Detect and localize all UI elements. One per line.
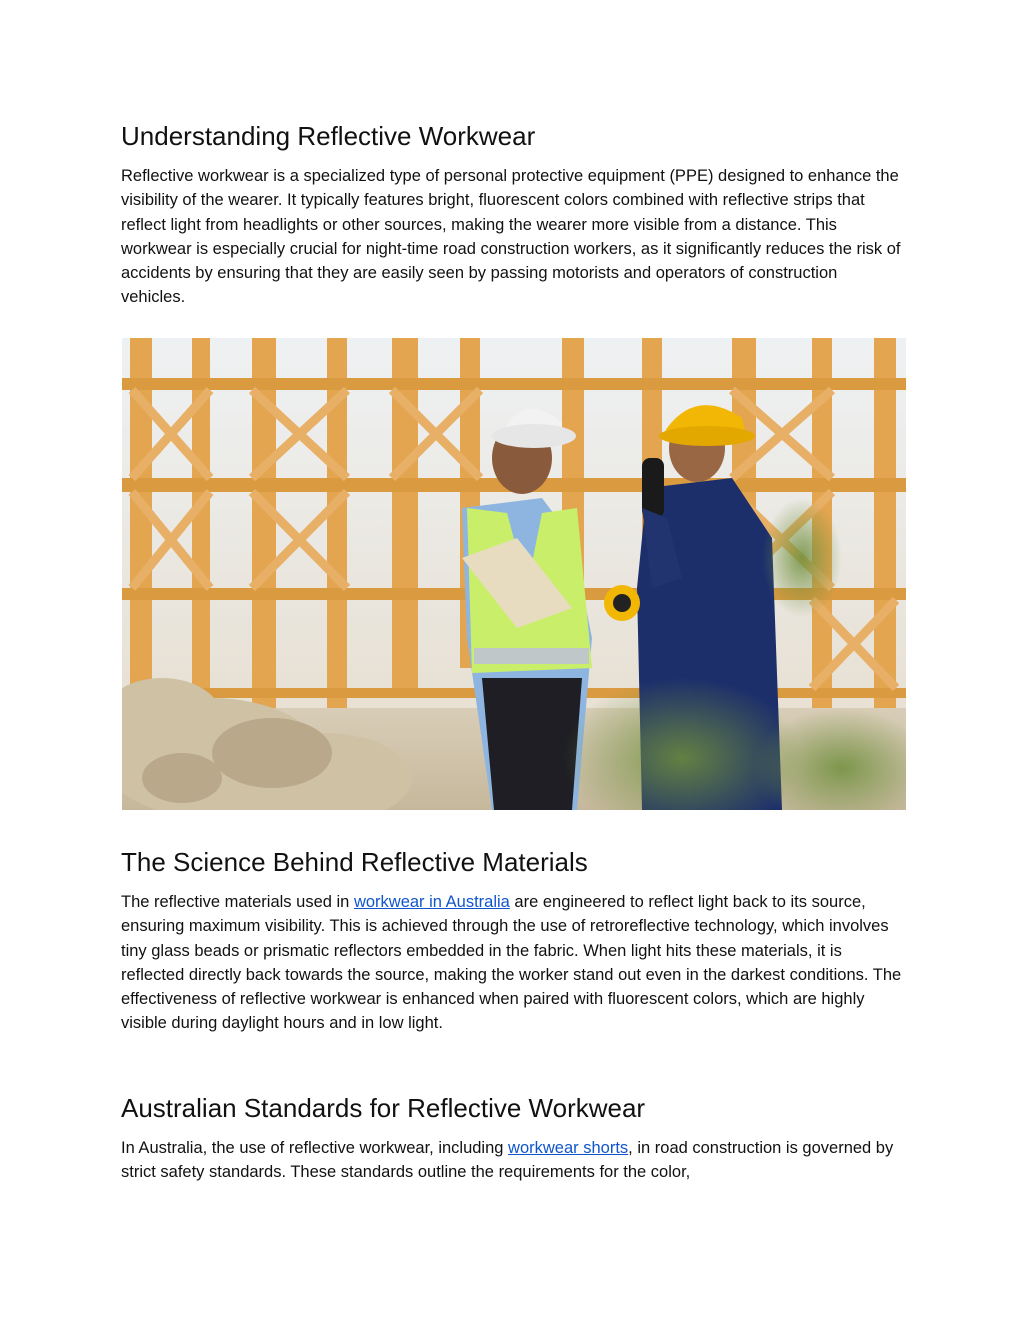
paragraph-text: The reflective materials used in — [121, 893, 354, 911]
workwear-in-australia-link[interactable]: workwear in Australia — [353, 893, 510, 911]
paragraph-text: , in road construction is governed by strict safety standards. These standards outline the requirements for the color, — [121, 1139, 894, 1182]
paragraph-standards — [121, 1136, 906, 1185]
paragraph-science — [121, 890, 906, 1036]
paragraph-understanding: Reflective workwear is a specialized type of personal protective equipment (PPE) designed to enhance the visibility of the wearer. It typically features bright, fluorescent colors combined with reflective strips that reflect light from headlights or other sources, making the wearer more visible from a distance. This workwear is especially crucial for night-time road construction workers, as it significantly reduces the risk of accidents by ensuring that they are easily seen by passing motorists and operators of construction vehicles. — [121, 167, 901, 307]
heading-understanding-reflective-workwear: Understanding Reflective Workwear — [121, 121, 536, 151]
construction-workers-photo — [122, 338, 906, 810]
paragraph-text: In Australia, the use of reflective workwear, including — [121, 1139, 509, 1157]
heading-australian-standards: Australian Standards for Reflective Workwear — [121, 1093, 646, 1123]
heading-science-behind-reflective-materials: The Science Behind Reflective Materials — [121, 847, 588, 877]
paragraph-text: are engineered to reflect light back to its source, ensuring maximum visibility. This is achieved through the use of retroreflective technology, which involves tiny glass beads or prismatic reflectors embedded in the fabric. When light hits these materials, it is reflected directly back towards the source, making the worker stand out even in the darkest conditions. The effectiveness of reflective workwear is enhanced when paired with fluorescent colors, which are highly visible during daylight hours and in low light. — [121, 893, 902, 1033]
workwear-shorts-link[interactable]: workwear shorts — [508, 1139, 629, 1157]
